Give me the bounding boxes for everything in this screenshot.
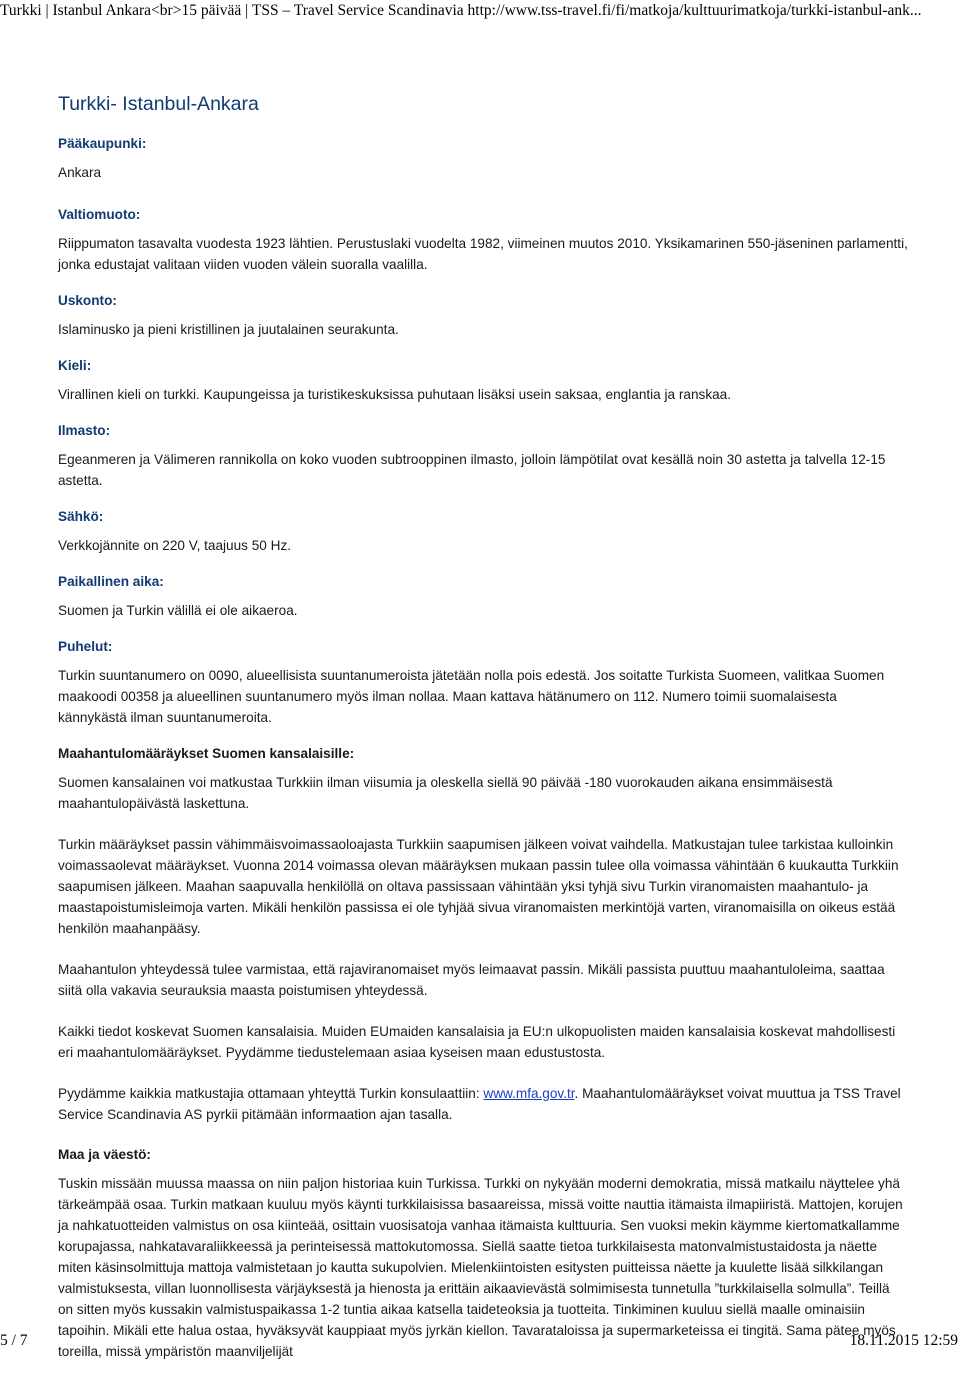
section-text: Virallinen kieli on turkki. Kaupungeissa ja turistikeskuksissa puhutaan lisäksi usein saksaa, englantia ja ranskaa. [58,387,732,402]
section-text: Verkkojännite on 220 V, taajuus 50 Hz. [58,538,292,553]
section-heading: Uskonto: [58,293,117,308]
consulate-text-before: Pyydämme kaikkia matkustajia ottamaan yhteyttä Turkin konsulaattiin: [58,1086,484,1101]
section-paragraph: Suomen kansalainen voi matkustaa Turkkiin ilman viisumia ja oleskella siellä 90 päivää -180 vuorokauden aikana ensimmäisestä maahantulopäivästä laskettuna. [58,775,833,811]
article-content [58,91,908,1378]
consulate-link[interactable]: www.mfa.gov.tr [483,1086,575,1101]
section-puhelut [58,637,908,728]
print-footer [0,1328,960,1354]
section-heading: Maahantulomääräykset Suomen kansalaisille: [58,746,355,761]
section-paragraph: Maahantulon yhteydessä tulee varmistaa, että rajaviranomaiset myös leimaavat passin. Mikäli passista puuttuu maahantuloleima, saattaa siitä olla vakavia seurauksia maasta poistumisen yhteydessä. [58,962,885,998]
section-maahantulomaaraykset [58,744,908,1125]
print-header [0,0,960,22]
section-paakaupunki [58,134,908,183]
section-heading: Kieli: [58,358,92,373]
page-title: Turkki- Istanbul-Ankara [58,93,259,115]
section-kieli [58,356,908,405]
section-text: Riippumaton tasavalta vuodesta 1923 lähtien. Perustuslaki vuodelta 1982, viimeinen muutos 2010. Yksikamarinen 550-jäseninen parlamentti, jonka edustajat valitaan viiden vuoden välein suoralla vaalilla. [58,236,908,272]
section-paikallinen-aika [58,572,908,621]
section-ilmasto [58,421,908,491]
section-valtiomuoto [58,205,908,275]
consulate-text-after: . Maahantulomääräykset voivat muuttua ja TSS Travel Service Scandinavia AS pyrkii pitämään informaation ajan tasalla. [58,1086,901,1122]
section-text: Tuskin missään muussa maassa on niin paljon historiaa kuin Turkissa. Turkki on nykyään moderni demokratia, missä matkailu näyttelee yhä tärkeämpää osaa. Turkin matkaan kuuluu myös käynti turkkilaisissa basaareissa, missä voitte nauttia itämaista ilmapiiristä. Mattojen, korujen ja nahkatuotteiden valmistus on osa kiinteää, osittain vuosisatoja vanhaa itämaista kulttuuria. Sen vuoksi mekin käymme kiertomatkallamme korupajassa, nahkatavaraliikkeessä ja perinteisessä mattokutomossa. Siellä saatte tietoa turkkilaisesta matonvalmistustaidosta ja näette miten käsinsolmittuja mattoja valmistetaan jo kautta sukupolvien. Mielenkiintoisten esitysten puitteissa näette ja kuulette lisää silkkilangan valmistuksesta, villan luonnollisesta värjäyksestä ja hienosta ja erittäin aikaavievästä solmimisesta tunnetulla ”turkkilaisella solmulla”. Teillä on sitten myös kussakin valmistuspaikassa 1-2 tuntia aikaa katsella taideteoksia ja tuotteita. Tinkiminen kuuluu siellä maalle ominaisiin tapoihin. Mikäli ette halua ostaa, hyväksyvät kauppiaat myös jyrkän kiellon. Tavarataloissa ja supermarketeissa ei tingitä. Sama pätee myös toreilla, missä ympäristön maanviljelijät [58,1176,903,1359]
section-heading: Sähkö: [58,509,104,524]
section-heading: Puhelut: [58,639,113,654]
section-text: Suomen ja Turkin välillä ei ole aikaeroa. [58,603,298,618]
section-paragraph: Turkin määräykset passin vähimmäisvoimassaoloajasta Turkkiin saapumisen jälkeen voivat vaihdella. Matkustajan tulee tarkistaa kulloinkin voimassaolevat määräykset. Vuonna 2014 voimassa olevan määräyksen mukaan passin tulee olla voimassa vähintään 6 kuukautta Turkkiin saapumisen jälkeen. Maahan saapuvalla henkilöllä on oltava passissaan vähintään yksi tyhjä sivu Turkin viranomaisten maahantulo- ja maastapoistumisleimoja varten. Mikäli henkilön passissa ei ole tyhjää sivua viranomaisten merkintöjä varten, viranomaisilla on oikeus estää henkilön maahanpääsy. [58,837,899,936]
section-paragraph [58,1083,908,1125]
print-datetime: 18.11.2015 12:59 [849,1332,958,1349]
section-heading: Pääkaupunki: [58,136,147,151]
section-paragraph: Kaikki tiedot koskevat Suomen kansalaisia. Muiden EUmaiden kansalaisia ja EU:n ulkopuolisten maiden kansalaisia koskevat mahdollisesti eri maahantulomääräykset. Pyydämme tiedustelemaan asiaa kyseisen maan edustustosta. [58,1024,896,1060]
section-heading: Paikallinen aika: [58,574,164,589]
section-text: Turkin suuntanumero on 0090, alueellisista suuntanumeroista jätetään nolla pois edestä. Jos soitatte Turkista Suomeen, valitkaa Suomen maakoodi 00358 ja alueellinen suuntanumero myös ilman nollaa. Maan kattava hätänumero on 112. Numero toimii suomalaisesta kännykästä ilman suuntanumeroita. [58,668,885,725]
section-heading: Valtiomuoto: [58,207,141,222]
page-number: 5 / 7 [0,1332,28,1349]
section-uskonto [58,291,908,340]
section-text: Islaminusko ja pieni kristillinen ja juutalainen seurakunta. [58,322,399,337]
section-text: Ankara [58,165,102,180]
print-header-title: Turkki | Istanbul Ankara<br>15 päivää | TSS – Travel Service Scandinavia http://www.tss-travel.fi/fi/matkoja/kulttuurimatkoja/turkki-istanbul-ank... [0,2,922,19]
section-text: Egeanmeren ja Välimeren rannikolla on koko vuoden subtrooppinen ilmasto, jolloin lämpötilat ovat kesällä noin 30 astetta ja talvella 12-15 astetta. [58,452,886,488]
section-heading: Maa ja väestö: [58,1147,151,1162]
section-sahko [58,507,908,556]
section-heading: Ilmasto: [58,423,111,438]
